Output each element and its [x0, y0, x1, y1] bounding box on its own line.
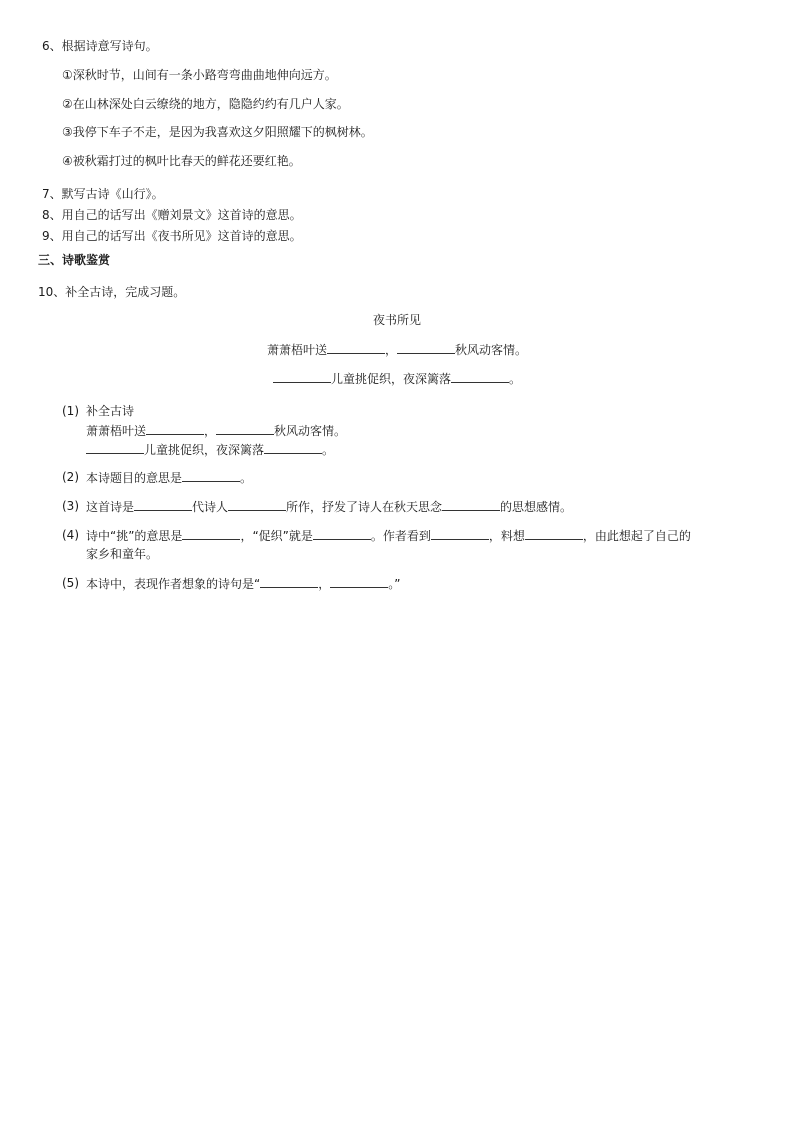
sub5-line	[86, 575, 400, 592]
sub1-line-1-text-a: 萧萧梧叶送	[86, 424, 147, 438]
sub2-number: (2)	[62, 470, 79, 484]
fill-blank[interactable]	[86, 441, 144, 454]
poem-line-1	[0, 341, 794, 358]
sub5-text-c: 。”	[388, 577, 401, 591]
poem-line-2-text-a: 儿童挑促织，夜深篱落	[330, 372, 451, 386]
fill-blank[interactable]	[397, 341, 455, 354]
fill-blank[interactable]	[264, 441, 322, 454]
q6-item-1: ①深秋时节，山间有一条小路弯弯曲曲地伸向远方。	[62, 68, 337, 82]
q6-title: 6、根据诗意写诗句。	[42, 39, 158, 53]
fill-blank[interactable]	[260, 575, 318, 588]
section-heading: 三、诗歌鉴赏	[38, 253, 111, 267]
sub3-text-a: 这首诗是	[86, 500, 135, 514]
sub1-number: (1)	[62, 404, 79, 418]
sub4-text-c: 。作者看到	[370, 529, 431, 543]
fill-blank[interactable]	[431, 527, 489, 540]
q8-text: 8、用自己的话写出《赠刘景文》这首诗的意思。	[42, 208, 302, 222]
sub5-text-a: 本诗中，表现作者想象的诗句是“	[86, 577, 261, 591]
fill-blank[interactable]	[146, 422, 204, 435]
fill-blank[interactable]	[182, 469, 240, 482]
sub3-text-c: 所作，抒发了诗人在秋天思念	[286, 500, 443, 514]
q10-title: 10、补全古诗，完成习题。	[38, 285, 186, 299]
fill-blank[interactable]	[313, 527, 371, 540]
poem-line-1-text-a: 萧萧梧叶送	[266, 343, 327, 357]
q7-text: 7、默写古诗《山行》。	[42, 187, 164, 201]
fill-blank[interactable]	[327, 341, 385, 354]
sub5-number: (5)	[62, 576, 79, 590]
sub1-line-2-period: 。	[322, 443, 335, 457]
sub3-text-d: 的思想感情。	[500, 500, 573, 514]
sub4-text-a: 诗中“挑”的意思是	[86, 529, 183, 543]
sub2-text-b: 。	[240, 471, 253, 485]
fill-blank[interactable]	[525, 527, 583, 540]
fill-blank[interactable]	[330, 575, 388, 588]
q6-item-2: ②在山林深处白云缭绕的地方，隐隐约约有几户人家。	[62, 97, 349, 111]
poem-line-1-comma: ，	[384, 343, 397, 357]
poem-line-2-period: 。	[509, 372, 522, 386]
sub5-text-b: ，	[318, 577, 331, 591]
sub4-number: (4)	[62, 528, 79, 542]
sub3-number: (3)	[62, 499, 79, 513]
sub3-text-b: 代诗人	[192, 500, 229, 514]
poem-line-1-text-c: 秋风动客情。	[455, 343, 528, 357]
sub4-text-e: ，由此想起了自己的	[582, 529, 691, 543]
q9-text: 9、用自己的话写出《夜书所见》这首诗的意思。	[42, 229, 302, 243]
sub2-line	[86, 469, 252, 486]
sub1-line-1-comma: ，	[204, 424, 217, 438]
sub4-text-d: ，料想	[488, 529, 525, 543]
fill-blank[interactable]	[442, 498, 500, 511]
sub4-line	[86, 527, 691, 544]
sub1-label: 补全古诗	[86, 404, 135, 418]
poem-title: 夜书所见	[372, 313, 421, 327]
fill-blank[interactable]	[451, 370, 509, 383]
fill-blank[interactable]	[182, 527, 240, 540]
sub4-line-2: 家乡和童年。	[86, 547, 159, 561]
fill-blank[interactable]	[134, 498, 192, 511]
sub1-line-2	[86, 441, 334, 458]
sub2-text-a: 本诗题目的意思是	[86, 471, 183, 485]
sub4-text-b: ，“促织”就是	[240, 529, 313, 543]
sub1-line-1	[86, 422, 346, 439]
sub1-line-2-text-a: 儿童挑促织，夜深篱落	[144, 443, 265, 457]
sub3-line	[86, 498, 572, 515]
q6-item-3: ③我停下车子不走，是因为我喜欢这夕阳照耀下的枫树林。	[62, 125, 373, 139]
fill-blank[interactable]	[216, 422, 274, 435]
fill-blank[interactable]	[273, 370, 331, 383]
poem-line-2	[0, 370, 794, 387]
q6-item-4: ④被秋霜打过的枫叶比春天的鲜花还要红艳。	[62, 154, 301, 168]
sub1-line-1-text-c: 秋风动客情。	[274, 424, 347, 438]
fill-blank[interactable]	[228, 498, 286, 511]
